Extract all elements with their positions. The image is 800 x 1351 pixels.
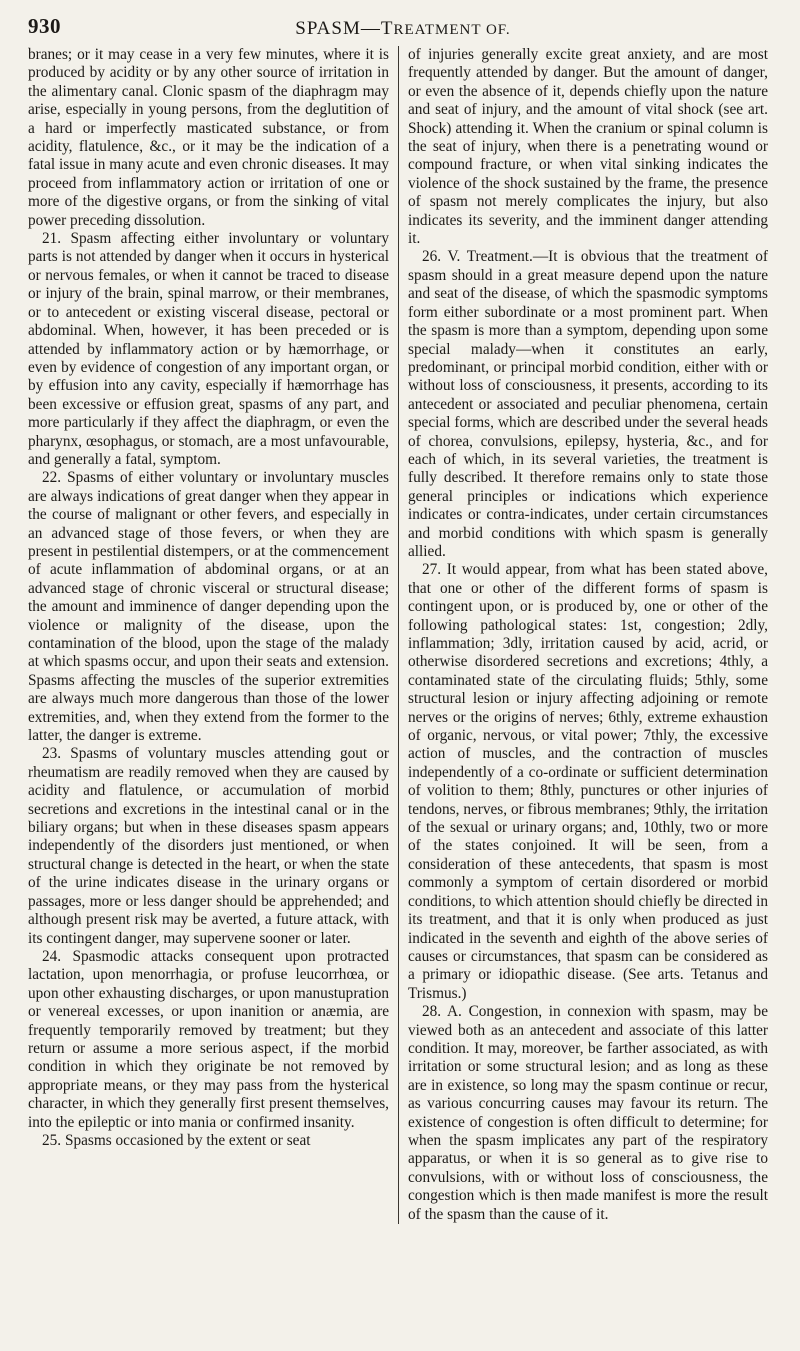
paragraph: 26. V. Treatment.—It is obvious that the treatment of spasm should in a great measure depend upon the nature and seat of the disease, of which the spasmodic symptoms form either subordinate or a most prominent part. When the spasm is more than a symptom, depending upon some special malady—when it constitutes an early, predominant, or principal morbid condition, either with or without loss of consciousness, it presents, according to its antecedent or associated and peculiar phenomena, certain special forms, which are described under the several heads of chorea, convulsions, epilepsy, hysteria, &c., and for each of which, in its several varieties, the treatment is fully described. It therefore remains only to state those general principles or indications which experience indicates or contra-indicates, under certain circumstances and morbid conditions with which spasm is generally allied.	[408, 248, 768, 560]
paragraph: of injuries generally excite great anxiety, and are most frequently attended by danger. But the amount of danger, or even the absence of it, depends chiefly upon the nature and seat of injury, and the amount of vital shock (see art. Shock) attending it. When the cranium or spinal column is the seat of injury, when there is a penetrating wound or compound fracture, or when vital sinking indicates the violence of the shock sustained by the frame, the presence of spasm not merely complicates the injury, but also indicates its severity, and the imminent danger attending it.	[408, 46, 768, 248]
left-column	[28, 46, 398, 1224]
right-column	[398, 46, 768, 1224]
running-head-small-caps: REATMENT OF.	[393, 22, 511, 38]
page-number: 930	[28, 14, 61, 38]
paragraph: 24. Spasmodic attacks consequent upon protracted lactation, upon menorrhagia, or profuse leucorrhœa, or upon other exhausting discharges, or upon manustupration or venereal excesses, or upon inanition or anæmia, are frequently temporarily removed by treatment; but they return or assume a more serious aspect, if the morbid condition in which they originate be not removed by appropriate means, or they may pass from the hysterical character, in which they generally first present themselves, into the epileptic or into mania or confirmed insanity.	[28, 947, 389, 1131]
paragraph: branes; or it may cease in a very few minutes, where it is produced by acidity or by any other source of irritation in the alimentary canal. Clonic spasm of the diaphragm may arise, especially in young persons, from the deglutition of a hard or imperfectly masticated substance, or from acidity, flatulence, &c., or it may be the indication of a fatal issue in many acute and even chronic diseases. It may proceed from inflammatory action or irritation of one or more of the digestive organs, or from the sinking of vital power preceding dissolution.	[28, 46, 389, 229]
paragraph: 23. Spasms of voluntary muscles attending gout or rheumatism are readily removed when they are caused by acidity and flatulence, or accumulation of morbid secretions and excretions in the intestinal canal or in the biliary organs; but when in these diseases spasm appears independently of the disorders just mentioned, or when structural change is detected in the heart, or when the state of the urine indicates disease in the urinary organs or passages, more or less danger should be apprehended; and although present risk may be averted, a future attack, with its contingent danger, may supervene sooner or later.	[28, 745, 389, 947]
running-head-main: SPASM—T	[295, 18, 394, 39]
paragraph: 25. Spasms occasioned by the extent or seat	[42, 1131, 311, 1149]
paragraph: 27. It would appear, from what has been stated above, that one or other of the different forms of spasm is contingent upon, or is produced by, one or other of the following pathological states: 1st, congestion; 2dly, inflammation; 3dly, irritation caused by acid, acrid, or otherwise disordered secretions and excretions; 4thly, a contaminated state of the circulating fluids; 5thly, some structural lesion or injury affecting adjoining or remote nerves or the origins of nerves; 6thly, extreme exhaustion of organic, nervous, or vital power; 7thly, the excessive action of muscles, and the contraction of muscles independently of a co-ordinate or sufficient determination of volition to them; 8thly, punctures or other injuries of tendons, nerves, or fibrous membranes; 9thly, the irritation of the sexual or urinary organs; and, 10thly, two or more of the states conjoined. It will be seen, from a consideration of these antecedents, that spasm is most commonly a symptom of certain disordered or morbid conditions, to which attention should chiefly be directed in its treatment, and that it is only when produced as just indicated in the seventh and eighth of the above series of causes or circumstances, that spasm can be considered as a primary or idiopathic disease. (See arts. Tetanus and Trismus.)	[408, 561, 768, 1002]
paragraph: 28. A. Congestion, in connexion with spasm, may be viewed both as an antecedent and associate of this latter condition. It may, moreover, be farther associated, as with irritation or some structural lesion; and as long as these are in existence, so long may the spasm continue or recur, as various concurring causes may favour its return. The existence of congestion is often difficult to determine; for when the spasm implicates any part of the respiratory apparatus, or when it is so general as to give rise to convulsions, with or without loss of consciousness, the congestion which is then made manifest is more the result of the spasm than the cause of it.	[408, 1003, 768, 1223]
text-columns	[28, 46, 778, 1224]
paragraph: 21. Spasm affecting either involuntary or voluntary parts is not attended by danger when it occurs in hysterical or nervous females, or when it cannot be traced to disease or injury of the brain, spinal marrow, or their membranes, or to antecedent or existing visceral disease, pectoral or abdominal. When, however, it has been preceded or is attended by inflammatory action or by hæmorrhage, or even by evidence of congestion of any important organ, or by effusion into any cavity, especially if hæmorrhage has been excessive or effusion great, spasms of any part, and more particularly if they affect the diaphragm, or even the pharynx, œsophagus, or stomach, are a most unfavourable, and generally a fatal, symptom.	[28, 230, 389, 468]
running-head	[28, 18, 778, 40]
page-header	[28, 0, 778, 46]
paragraph: 22. Spasms of either voluntary or involuntary muscles are always indications of great danger when they appear in the course of malignant or other fevers, and especially in an advanced stage of those fevers, or when they are present in pestilential distempers, or at the commencement of acute inflammation of abdominal organs, or at an advanced stage of chronic visceral or structural disease; the amount and imminence of danger depending upon the violence or malignity of the disease, upon the contamination of the blood, upon the stage of the malady at which spasms occur, and upon their seats and extension. Spasms affecting the muscles of the superior extremities are always much more dangerous than those of the lower extremities, and, when they extend from the former to the latter, the danger is extreme.	[28, 469, 389, 745]
